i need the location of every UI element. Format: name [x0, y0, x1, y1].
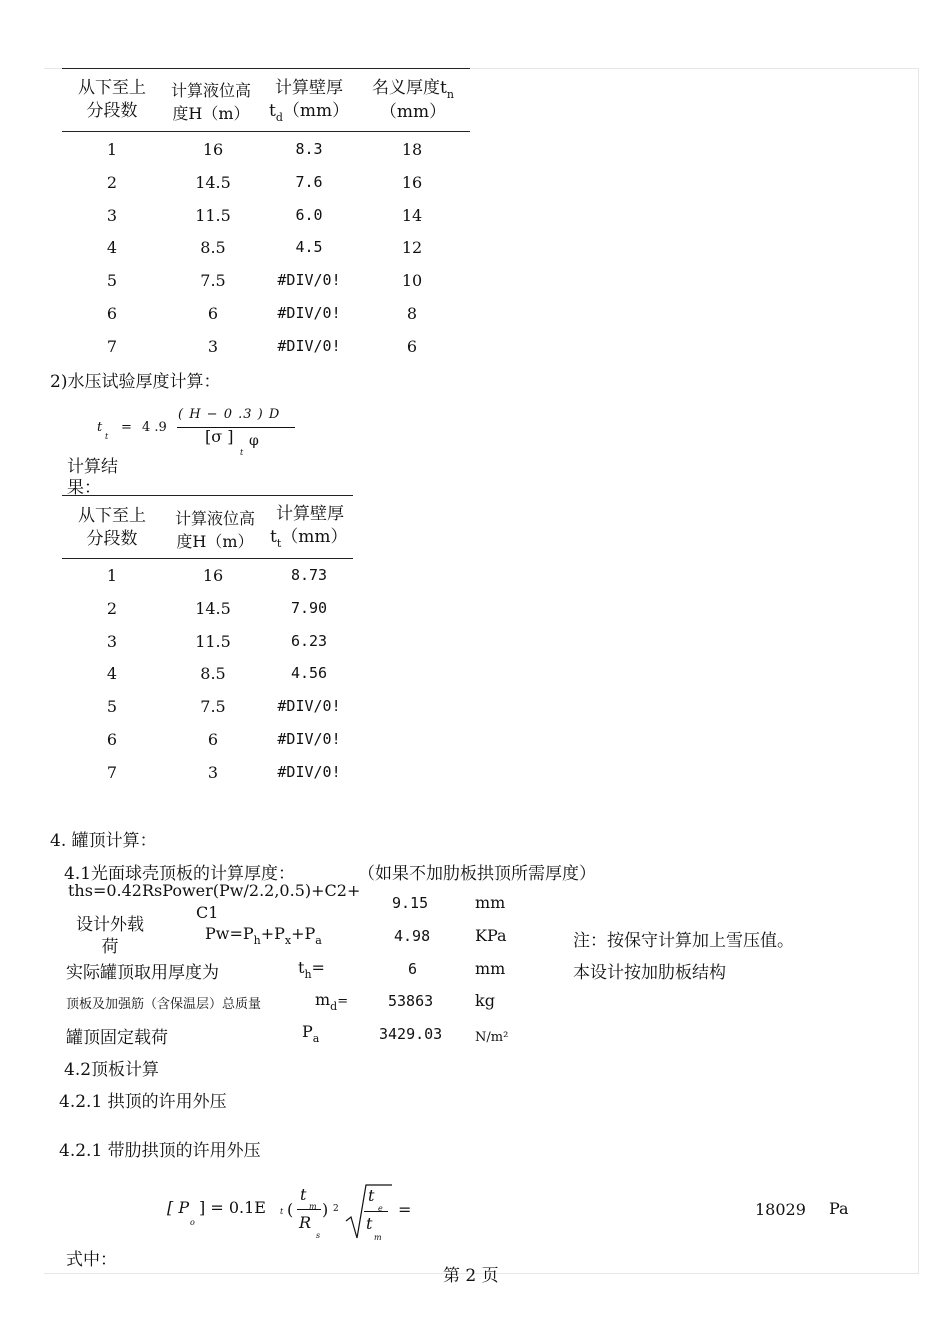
- table1-cell: #DIV/0!: [277, 336, 341, 355]
- formula-subscript: t: [240, 448, 244, 457]
- unit: （mm）: [281, 527, 348, 547]
- table1-cell: 5: [106, 271, 118, 291]
- formula-subscript: e: [378, 1204, 383, 1213]
- subscript: n: [446, 88, 454, 101]
- table2-cell: 3: [207, 762, 219, 782]
- s41-note: （如果不加肋板拱顶所需厚度）: [358, 864, 596, 884]
- table2-cell: 8.73: [290, 566, 328, 584]
- table2-top-rule: [62, 495, 353, 496]
- equals: =: [337, 994, 349, 1009]
- formula-paren: (: [287, 1200, 294, 1219]
- po-unit: Pa: [829, 1199, 849, 1218]
- header-text: 分段数: [86, 101, 138, 121]
- table2-cell: 6: [106, 730, 118, 749]
- th-label: 实际罐顶取用厚度为: [66, 963, 219, 983]
- pa-symbol: [302, 1022, 320, 1045]
- formula-subscript: t: [280, 1207, 284, 1216]
- ths-value: 9.15: [392, 894, 429, 912]
- subscript: h: [304, 968, 312, 981]
- s41-title: 4.1光面球壳顶板的计算厚度：: [64, 864, 296, 884]
- formula-subscript: t: [105, 432, 109, 441]
- table2-header-height: [167, 507, 263, 553]
- table1-cell: #DIV/0!: [277, 271, 341, 290]
- po-value: 18029: [755, 1200, 806, 1219]
- table2-cell: 7.5: [200, 697, 226, 717]
- table1-header-seg: [72, 77, 152, 123]
- formula-denominator: t: [366, 1214, 373, 1233]
- table2-header-rule: [62, 558, 353, 559]
- table1-cell: 6: [106, 304, 118, 323]
- formula-subscript: m: [374, 1233, 382, 1242]
- symbol: t: [298, 958, 305, 977]
- table1-cell: 8: [406, 304, 418, 323]
- s421-ribbed-title: 4.2.1 带肋拱顶的许用外压: [59, 1141, 261, 1161]
- ths-unit: mm: [475, 893, 506, 912]
- pw-value: 4.98: [394, 927, 431, 945]
- formula-subscript: s: [316, 1231, 321, 1240]
- table1-cell: 16: [401, 172, 423, 192]
- table1-cell: 14: [401, 205, 423, 225]
- table1-cell: 11.5: [195, 205, 231, 225]
- table2-cell: 16: [202, 566, 224, 585]
- formula-subscript: m: [309, 1202, 317, 1211]
- th-note: 本设计按加肋板结构: [573, 963, 726, 983]
- formula-numerator: t: [368, 1186, 375, 1205]
- formula-coefficient: 4 .9: [142, 420, 167, 435]
- table1-header-height: [163, 79, 259, 125]
- subscript: t: [276, 537, 282, 550]
- table1-cell: 8.3: [295, 140, 323, 158]
- header-text: 计算壁厚: [275, 78, 343, 98]
- table1-cell: 6.0: [295, 205, 323, 224]
- table1-cell: 4: [106, 238, 118, 258]
- formula-numerator: ( H − 0 .3 ) D: [178, 407, 281, 422]
- subscript: d: [330, 1000, 338, 1013]
- table2-cell: 1: [106, 566, 118, 585]
- header-text: 从下至上: [78, 506, 146, 526]
- symbol: t: [269, 101, 276, 121]
- md-label: 顶板及加强筋（含保温层）总质量: [66, 997, 262, 1012]
- formula-exponent: 2: [333, 1204, 339, 1214]
- table1-cell: 6: [406, 336, 418, 356]
- formula-equals: =: [121, 420, 132, 435]
- table1-top-rule: [62, 68, 470, 69]
- table2-cell: #DIV/0!: [277, 730, 341, 748]
- table2-cell: #DIV/0!: [277, 762, 341, 781]
- unit: （mm）: [282, 101, 350, 121]
- formula-paren: ): [322, 1200, 329, 1219]
- table2-cell: 11.5: [195, 631, 231, 651]
- table1-cell: 6: [207, 304, 219, 323]
- md-unit: kg: [475, 991, 495, 1010]
- label-text: 果：: [67, 478, 101, 498]
- table2-header-seg: [72, 505, 152, 551]
- equals: =: [311, 958, 325, 977]
- table1-cell: 3: [207, 336, 219, 356]
- table2-cell: 6.23: [290, 631, 328, 650]
- page-number: 第 2 页: [443, 1266, 499, 1286]
- table1-cell: 1: [106, 140, 118, 159]
- table2-header-calc-thickness: [266, 503, 354, 550]
- symbol: P: [302, 1022, 313, 1041]
- table2-cell: 8.5: [200, 664, 226, 684]
- th-unit: mm: [475, 959, 506, 978]
- table1-cell: 7: [106, 336, 118, 356]
- label-text: 计算结: [67, 457, 118, 477]
- header-text: 计算壁厚: [276, 504, 344, 524]
- md-symbol: [315, 990, 349, 1013]
- symbol: m: [315, 990, 331, 1009]
- header-text: 度H（m）: [176, 532, 254, 551]
- subscript: a: [312, 1032, 320, 1045]
- table1-cell: 4.5: [295, 238, 323, 257]
- subscript: d: [275, 111, 283, 124]
- header-text: 名义厚度t: [372, 78, 447, 98]
- formula-text: ths=0.42RsPower(Pw/2.2,0.5)+C2+: [68, 881, 361, 900]
- formula-lhs: t: [97, 420, 103, 435]
- subscript: h: [253, 934, 261, 947]
- table2-cell: 3: [106, 631, 118, 651]
- fraction-bar: [177, 427, 295, 428]
- subscript: x: [284, 934, 292, 947]
- table1-cell: 16: [202, 140, 224, 159]
- pw-unit: KPa: [475, 926, 507, 945]
- where-label: 式中：: [66, 1250, 117, 1270]
- table1-cell: #DIV/0!: [277, 304, 341, 322]
- label-text: 设计外载: [76, 915, 144, 935]
- table1-header-rule: [62, 131, 470, 132]
- formula-text: C1: [196, 903, 219, 922]
- formula-sigma: [σ ]: [205, 427, 234, 446]
- table1-cell: 7.6: [295, 172, 323, 191]
- formula-equals: =: [398, 1200, 412, 1219]
- subscript: a: [315, 934, 322, 947]
- formula-text: +P: [291, 924, 316, 943]
- header-text: 从下至上: [78, 78, 146, 98]
- label-text: 荷: [101, 937, 119, 957]
- pw-formula: [205, 924, 322, 947]
- roof-section-title: 4. 罐顶计算：: [50, 831, 157, 851]
- table1-header-nominal-thickness: [365, 77, 461, 124]
- header-text: 计算液位高: [170, 81, 251, 100]
- symbol: t: [270, 527, 277, 547]
- table1-cell: 14.5: [195, 172, 231, 192]
- header-text: 分段数: [86, 529, 138, 549]
- pa-value: 3429.03: [379, 1025, 443, 1043]
- table1-cell: 18: [401, 140, 423, 159]
- md-value: 53863: [388, 992, 434, 1010]
- s42-title: 4.2顶板计算: [64, 1060, 160, 1080]
- pa-unit: N/m²: [475, 1030, 509, 1045]
- header-text: 度H（m）: [172, 104, 250, 123]
- table2-cell: 4.56: [290, 664, 328, 683]
- table1-cell: 2: [106, 172, 118, 192]
- table2-cell: 2: [106, 598, 118, 618]
- formula-phi: φ: [249, 433, 259, 449]
- table2-cell: #DIV/0!: [277, 697, 341, 716]
- table1-cell: 12: [401, 238, 423, 258]
- table1-cell: 3: [106, 205, 118, 225]
- table2-cell: 5: [106, 697, 118, 717]
- table1-cell: 7.5: [200, 271, 226, 291]
- formula-text: +P: [260, 924, 285, 943]
- table2-cell: 6: [207, 730, 219, 749]
- s421-arch-title: 4.2.1 拱顶的许用外压: [59, 1092, 227, 1112]
- fraction-bar: [364, 1211, 388, 1212]
- formula-denominator: R: [299, 1213, 312, 1232]
- header-text: 计算液位高: [174, 509, 255, 528]
- table1-cell: 10: [401, 271, 423, 291]
- design-load-label: [76, 914, 144, 958]
- formula-subscript: o: [190, 1218, 195, 1227]
- pa-label: 罐顶固定载荷: [66, 1028, 168, 1048]
- th-value: 6: [408, 960, 418, 978]
- formula-numerator: t: [300, 1185, 307, 1204]
- table1-cell: 8.5: [200, 238, 226, 258]
- pw-note: 注：按保守计算加上雪压值。: [573, 931, 794, 951]
- table2-cell: 7.90: [290, 598, 328, 617]
- th-symbol: [298, 958, 325, 981]
- formula-text: Pw=P: [205, 924, 254, 943]
- formula-lhs: [ P: [167, 1198, 190, 1217]
- result-label: [67, 457, 118, 499]
- hydro-title: 2)水压试验厚度计算：: [50, 372, 221, 392]
- unit: （mm）: [379, 102, 447, 122]
- fraction-bar: [297, 1209, 321, 1210]
- table1-header-calc-thickness: [265, 77, 353, 124]
- table2-cell: 4: [106, 664, 118, 684]
- table2-cell: 7: [106, 762, 118, 782]
- table2-cell: 14.5: [195, 598, 231, 618]
- formula-text: ] = 0.1E: [199, 1198, 266, 1217]
